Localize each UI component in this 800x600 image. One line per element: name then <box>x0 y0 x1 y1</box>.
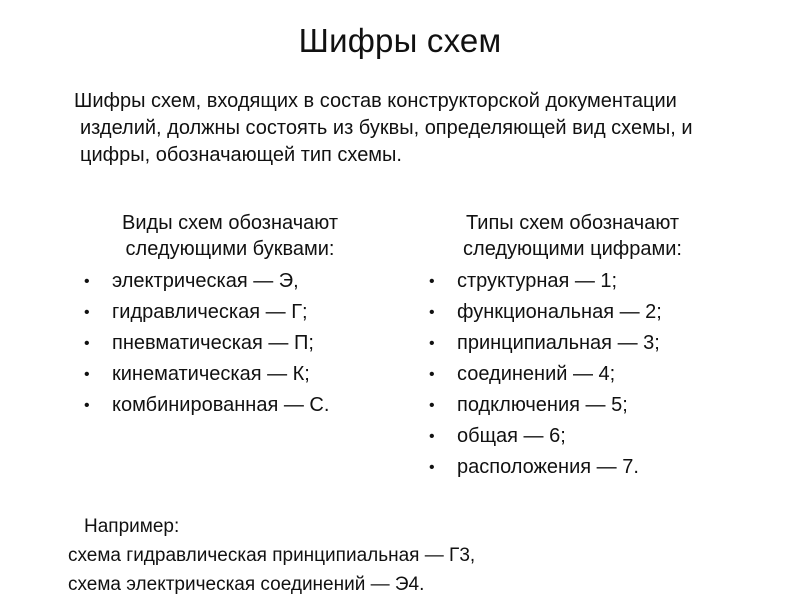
list-item-text: соединений — 4; <box>457 363 616 385</box>
list-item-text: общая — 6; <box>457 425 566 447</box>
bullet-icon: • <box>429 459 435 476</box>
page-title: Шифры схем <box>298 22 502 59</box>
bullet-icon: • <box>84 273 90 290</box>
intro-line: цифры, обозначающей тип схемы. <box>80 144 402 166</box>
example-heading: Например: <box>84 516 180 537</box>
bullet-icon: • <box>84 366 90 383</box>
list-item-text: кинематическая — К; <box>112 363 310 385</box>
heading-line: следующими цифрами: <box>463 238 682 260</box>
bullet-icon: • <box>84 397 90 414</box>
list-item <box>420 452 780 483</box>
list-item <box>420 328 780 359</box>
heading-line: следующими буквами: <box>125 238 335 260</box>
bullet-icon: • <box>429 366 435 383</box>
list-item-text: гидравлическая — Г; <box>112 301 308 323</box>
example-block <box>68 512 475 599</box>
list-item-text: электрическая — Э, <box>112 270 299 292</box>
list-item <box>420 421 780 452</box>
list-item <box>420 266 780 297</box>
bullet-icon: • <box>429 273 435 290</box>
list-item <box>420 359 780 390</box>
list-item-text: принципиальная — 3; <box>457 332 660 354</box>
heading-line: Виды схем обозначают <box>122 212 338 234</box>
example-line: схема электрическая соединений — Э4. <box>68 574 425 595</box>
bullet-icon: • <box>429 335 435 352</box>
list-item-text: расположения — 7. <box>457 456 639 478</box>
list-item <box>420 390 780 421</box>
intro-line: Шифры схем, входящих в состав конструкторской документации <box>74 90 677 112</box>
list-item <box>75 359 405 390</box>
list-item-text: функциональная — 2; <box>457 301 662 323</box>
list-item-text: комбинированная — С. <box>112 394 330 416</box>
scheme-kinds-column <box>75 210 405 421</box>
heading-line: Типы схем обозначают <box>465 212 680 234</box>
list-item <box>75 390 405 421</box>
bullet-icon: • <box>429 428 435 445</box>
scheme-types-list <box>420 266 780 483</box>
scheme-kinds-list <box>75 266 405 421</box>
list-item <box>75 328 405 359</box>
scheme-types-heading <box>415 210 730 262</box>
list-item-text: подключения — 5; <box>457 394 628 416</box>
list-item-text: структурная — 1; <box>457 270 618 292</box>
list-item-text: пневматическая — П; <box>112 332 314 354</box>
intro-paragraph <box>60 88 760 169</box>
example-line: схема гидравлическая принципиальная — Г3, <box>68 545 476 566</box>
bullet-icon: • <box>84 304 90 321</box>
list-item <box>75 297 405 328</box>
list-item <box>420 297 780 328</box>
bullet-icon: • <box>429 304 435 321</box>
bullet-icon: • <box>84 335 90 352</box>
list-item <box>75 266 405 297</box>
scheme-types-column <box>420 210 780 483</box>
bullet-icon: • <box>429 397 435 414</box>
intro-line: изделий, должны состоять из буквы, определяющей вид схемы, и <box>80 117 693 139</box>
scheme-kinds-heading <box>80 210 380 262</box>
